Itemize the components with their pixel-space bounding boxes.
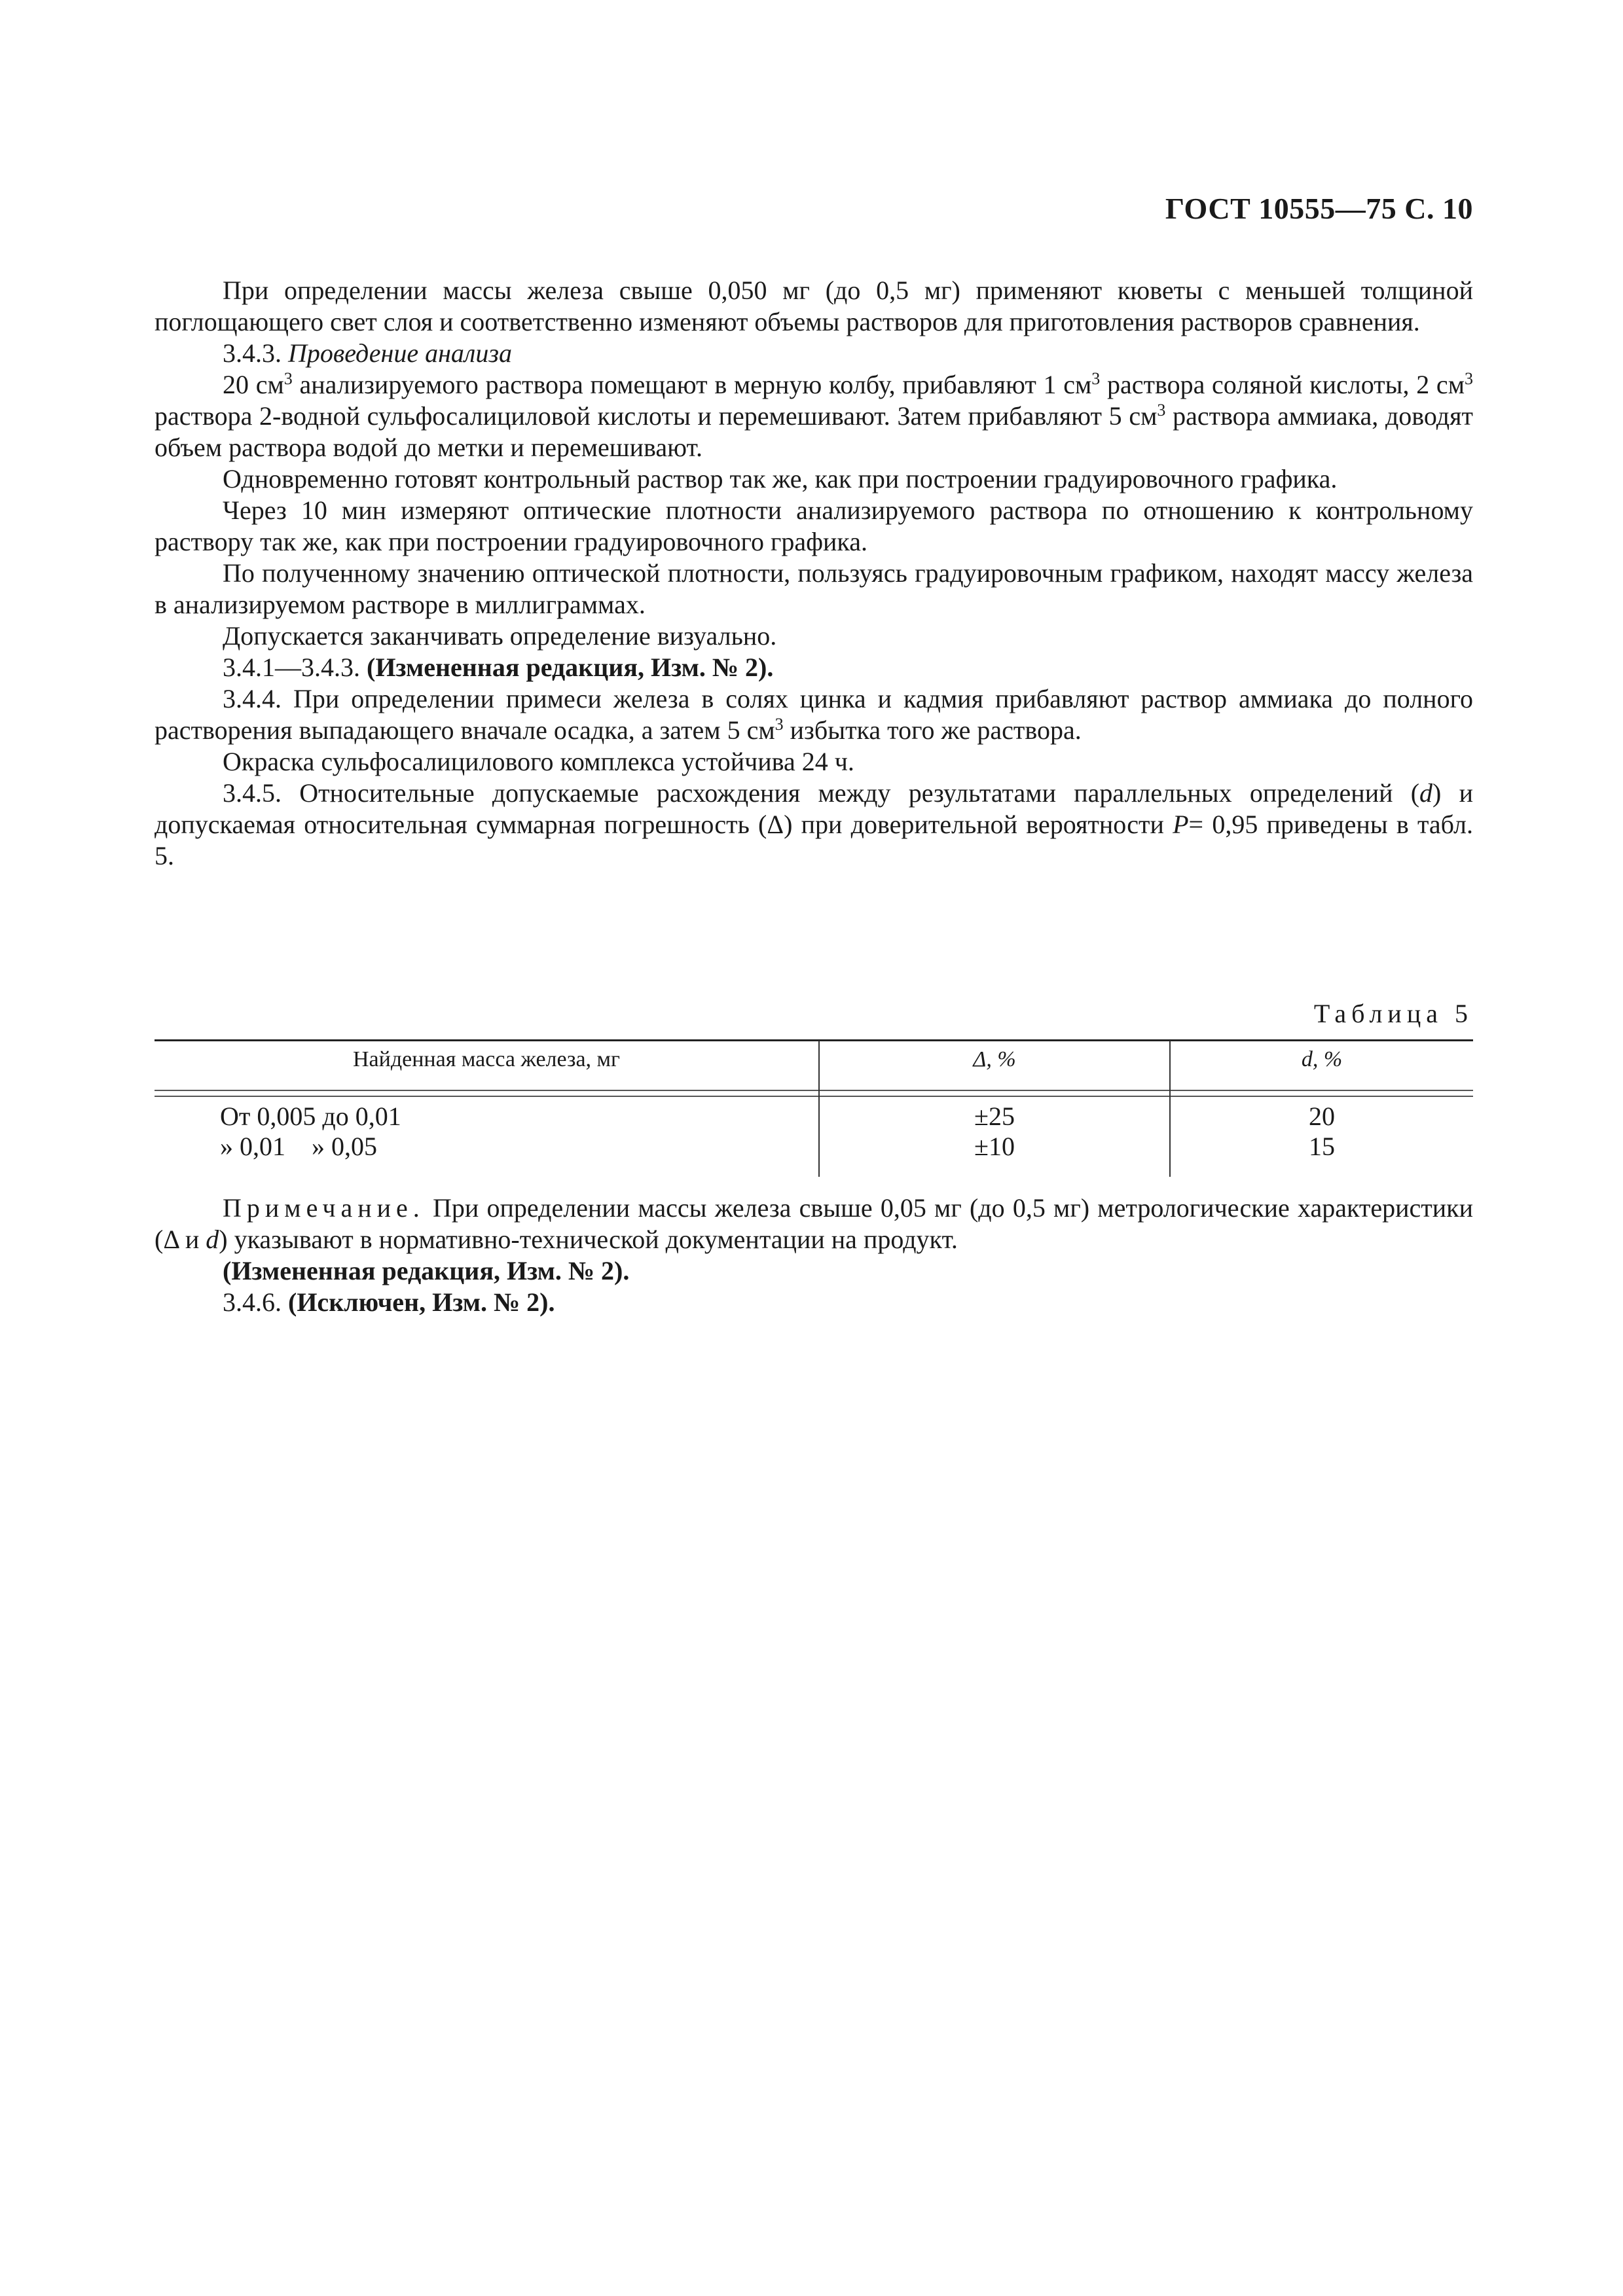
superscript: 3 [1157, 401, 1166, 420]
table-cell-d: 15 [1309, 1132, 1335, 1161]
text-span: анализируемого раствора помещают в мерную колбу, прибавляют 1 см [292, 370, 1092, 399]
paragraph-cuvettes: При определении массы железа свыше 0,050 мг (до 0,5 мг) применяют кюветы с меньшей толщиной поглощающего свет слоя и соответственно изменяют объемы растворов для приготовления растворов сравнения. [155, 276, 1473, 336]
text-span: раствора 2-водной сульфосалициловой кислоты и перемешивают. Затем прибавляют 5 см [155, 401, 1158, 431]
superscript: 3 [1465, 369, 1473, 388]
section-number: 3.4.1—3.4.3. [223, 653, 360, 682]
superscript: 3 [775, 715, 784, 734]
paragraph-calculation: По полученному значению оптической плотности, пользуясь градуировочным графиком, находят массу железа в анализируемом растворе в миллиграммах. [155, 558, 1473, 619]
text-span: 20 см [223, 370, 284, 399]
text-span: При определении массы железа свыше 0,05 мг (до 0,5 мг) метрологические характеристики (Δ и [155, 1193, 1473, 1254]
main-text [155, 275, 1473, 872]
excluded-note: (Исключен, Изм. № 2). [288, 1287, 555, 1317]
table-header-delta: Δ, % [973, 1047, 1016, 1071]
text-span: 3.4.4. При определении примеси железа в солях цинка и кадмия прибавляют раствор аммиака до полного растворения выпадающего вначале осадка, а затем 5 см [155, 684, 1473, 745]
paragraph-procedure [155, 369, 1473, 463]
superscript: 3 [1091, 369, 1101, 388]
amendment-note: (Измененная редакция, Изм. № 2). [367, 653, 774, 682]
text-span: ) и допускаемая относительная суммарная погрешность (Δ) при доверительной вероятности [155, 778, 1473, 839]
symbol-d: d [1419, 778, 1433, 808]
symbol-d: d [206, 1225, 219, 1254]
text-span: раствора аммиака, доводят объем раствора водой до метки и перемешивают. [155, 401, 1473, 462]
section-number: 3.4.6. [223, 1287, 282, 1317]
symbol-p: P [1173, 810, 1189, 839]
text-span: ) указывают в нормативно-технической документации на продукт. [219, 1225, 958, 1254]
text-span: избытка того же раствора. [783, 715, 1082, 745]
table-caption: Таблица 5 [1313, 999, 1473, 1028]
section-3-4-3-heading [155, 338, 1473, 369]
text-span: = 0,95 приведены в табл. 5. [155, 810, 1473, 870]
note-label: Примечание. [223, 1193, 425, 1223]
paragraph-tolerances [155, 778, 1473, 872]
paragraph-visual: Допускается заканчивать определение визуально. [223, 621, 777, 651]
paragraph-measurement: Через 10 мин измеряют оптические плотности анализируемого раствора по отношению к контрольному раствору так же, как при построении градуировочного графика. [155, 495, 1473, 556]
section-3-4-6 [155, 1287, 1473, 1318]
table-cell-mass: От 0,005 до 0,01 [220, 1102, 401, 1131]
table-cell-delta: ±10 [974, 1132, 1015, 1161]
note-amendment: (Измененная редакция, Изм. № 2). [223, 1256, 630, 1285]
note-paragraph [155, 1193, 1473, 1255]
paragraph-amendment [155, 652, 1473, 683]
table-cell-mass: » 0,01 » 0,05 [220, 1132, 377, 1161]
table-header-rule [155, 1090, 1473, 1091]
section-title: Проведение анализа [288, 338, 512, 368]
paragraph-stability: Окраска сульфосалицилового комплекса устойчива 24 ч. [223, 747, 854, 776]
table-top-rule [155, 1039, 1473, 1041]
table-note [155, 1193, 1473, 1318]
text-span: 3.4.5. Относительные допускаемые расхождения между результатами параллельных определений ( [223, 778, 1420, 808]
table-header-mass: Найденная масса железа, мг [353, 1047, 620, 1071]
page-header: ГОСТ 10555—75 С. 10 [1165, 192, 1473, 225]
superscript: 3 [283, 369, 293, 388]
paragraph-zinc-cadmium [155, 683, 1473, 746]
table-header-d: d, % [1301, 1047, 1343, 1071]
section-number: 3.4.3. [223, 338, 282, 368]
table-cell-delta: ±25 [974, 1102, 1015, 1131]
table-header-rule [155, 1096, 1473, 1097]
paragraph-control-solution: Одновременно готовят контрольный раствор так же, как при построении градуировочного графика. [223, 464, 1338, 493]
table-cell-d: 20 [1309, 1102, 1335, 1131]
text-span: раствора соляной кислоты, 2 см [1100, 370, 1465, 399]
